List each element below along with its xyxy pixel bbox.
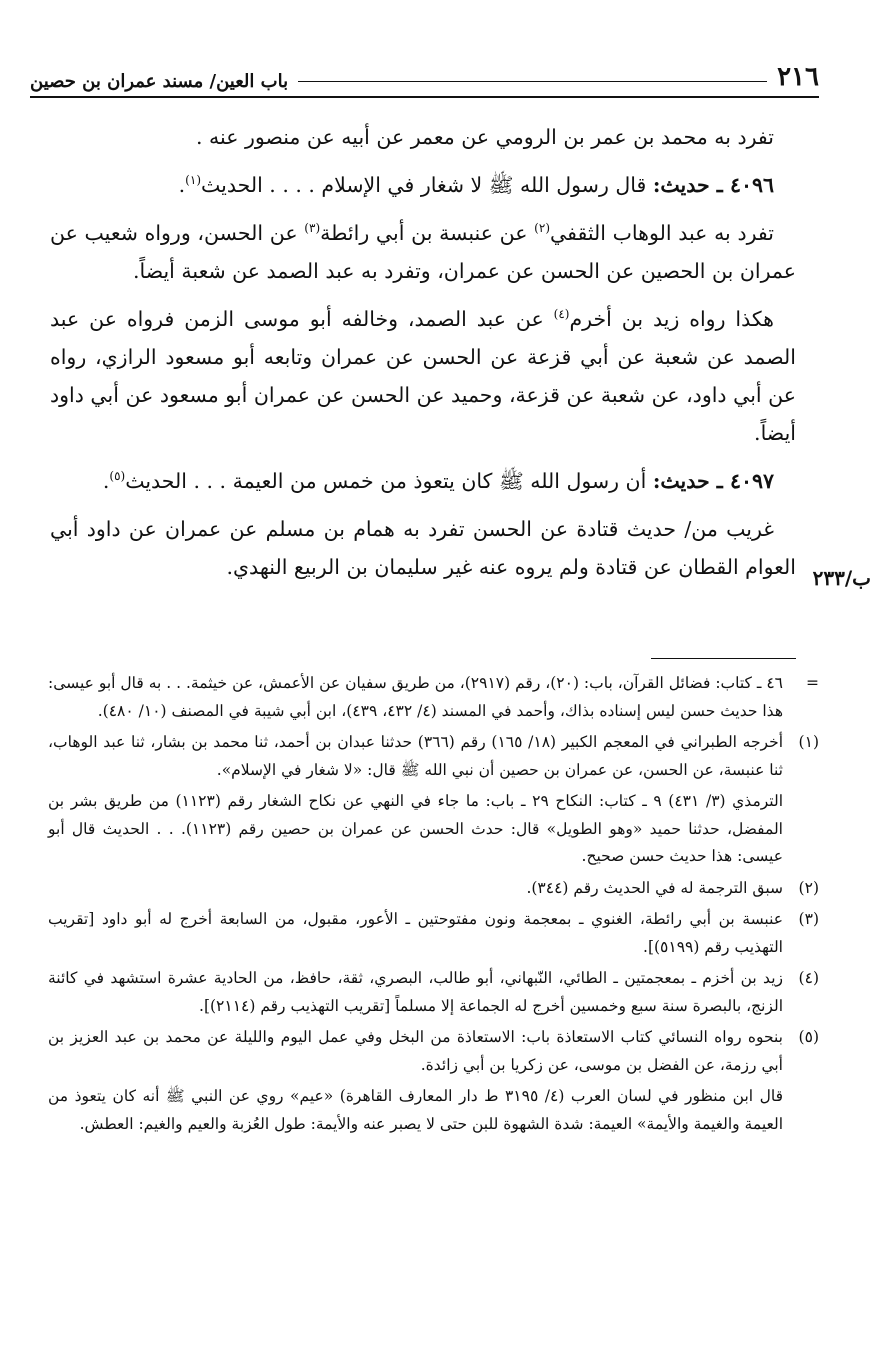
footnote-ref: (٤) [553,307,570,322]
footnote-item [48,729,819,784]
running-title: باب العين/ مسند عمران بن حصين [30,71,289,92]
hadith-4096: ٤٠٩٦ ـ حديث: قال رسول الله ﷺ لا شغار في الإسلام . . . . الحديث$^{(١)}$. [178,173,774,197]
text-segment: عن عنبسة بن أبي رائطة [320,221,528,245]
footnote-marker: (٣) [798,910,819,928]
footnote-item [48,965,819,1020]
header-rule [298,81,767,82]
text-segment: هكذا رواه زيد بن أخرم [569,307,774,331]
footnote-marker: (١) [798,733,819,751]
hadith-text: أن رسول الله ﷺ كان يتعوذ من خمس من العيمة . . . الحديث [125,469,647,493]
hadith-number: ٤٠٩٧ ـ حديث: [652,469,774,493]
footnote-marker: = [806,674,819,692]
folio-margin-note: ب/٢٣٣ [812,566,871,590]
text-segment: عن الحسن، ورواه شعيب عن عمران بن الحصين عن الحسن عن عمران، وتفرد به عبد الصمد عن شعبة أيضاً. [50,221,796,283]
footnote-ref: (٢) [534,221,550,236]
footnote-marker: (٢) [798,878,819,897]
footnote-item [48,788,819,871]
hadith-number: ٤٠٩٦ ـ حديث: [652,173,774,197]
footnote-text: الترمذي (٣/ ٤٣١) ٩ ـ كتاب: النكاح ٢٩ ـ باب: ما جاء في النهي عن نكاح الشغار رقم (١١٢٣) من طريق بشر بن المفضل، حدثنا حميد «وهو الطويل» قال: حدث الحسن عن عمران بن حصين رقم (١١٢٣). . . الحديث قال أبو عيسى: هذا حديث حسن صحيح. [48,792,784,865]
footnote-ref: (١) [185,173,201,188]
footnote-marker [783,788,819,871]
footnote-text: سبق الترجمة له في الحديث رقم (٣٤٤). [526,878,783,897]
hadith-text: قال رسول الله ﷺ لا شغار في الإسلام . . . . الحديث [201,173,647,197]
footnote-text: بنحوه رواه النسائي كتاب الاستعاذة باب: الاستعاذة من البخل وفي عمل اليوم والليلة عن محمد بن عبد العزيز بن أبي رزمة، عن الفضل بن موسى، عن زكريا بن أبي زائدة. [48,1028,783,1074]
footnote-text: ٤٦ ـ كتاب: فضائل القرآن، باب: (٢٠)، رقم (٢٩١٧)، من طريق سفيان عن الأعمش، عن خيثمة. . . به قال أبو عيسى: هذا حديث حسن ليس إسناده بذاك، وأحمد في المسند (٤/ ٤٣٢، ٤٣٩)، ابن أبي شيبة في المصنف (١٠/ ٤٨٠). [48,674,783,720]
footnote-item [48,875,819,903]
footnote-separator [651,658,796,659]
text-segment: تفرد به عبد الوهاب الثقفي [550,221,774,245]
page-number: ٢١٦ [777,62,819,92]
footnote-marker: (٥) [798,1028,819,1046]
paragraph-1-text: تفرد به محمد بن عمر بن الرومي عن معمر عن أبيه عن منصور عنه . [196,125,774,149]
paragraph-6 [50,510,796,586]
page-header [30,52,819,98]
footnote-item [48,670,819,725]
footnote-text: قال ابن منظور في لسان العرب (٤/ ٣١٩٥ ط دار المعارف القاهرة) «عيم» روي عن النبي ﷺ أنه كان يتعوذ من العيمة والغيمة والأيمة» العيمة: شدة الشهوة للبن حتى لا يصبر عنه والأيمة: طول العُزبة والعيم والغيم: العطش. [48,1087,783,1133]
hadith-4097: ٤٠٩٧ ـ حديث: أن رسول الله ﷺ كان يتعوذ من خمس من العيمة . . . الحديث$^{(٥)}$. [102,469,774,493]
footnote-text: أخرجه الطبراني في المعجم الكبير (١٨/ ١٦٥) رقم (٣٦٦) حدثنا عبدان بن أحمد، ثنا محمد بن بشار، ثنا عبد الوهاب، ثنا عنبسة، عن الحسن، عن عمران بن حصين أن نبي الله ﷺ قال: «لا شغار في الإسلام». [48,733,783,779]
paragraph-4 [50,300,796,452]
main-text [50,118,796,596]
paragraph-1 [50,118,796,156]
text-segment: عن عبد الصمد، وخالفه أبو موسى الزمن فرواه عن عبد الصمد عن شعبة عن أبي قزعة عن الحسن عن عمران وتابعه أبو مسعود الرازي، رواه عن أبي داود، عن شعبة عن قزعة، وحميد عن الحسن عن عمران أبو مسعود عن أبي داود أيضاً. [50,307,796,445]
footnote-item [48,906,819,961]
footnote-ref: (٥) [109,469,126,484]
footnote-text: زيد بن أخزم ـ بمعجمتين ـ الطائي، النّبهاني، أبو طالب، البصري، ثقة، حافظ، من الحادية عشرة استشهد في كائنة الزنج، بالبصرة سنة سبع وخمسين أخرج له الجماعة إلا مسلماً [تقريب التهذيب رقم (٢١١٤)]. [48,969,783,1015]
footnote-item [48,1083,819,1138]
paragraph-6-text: غريب من/ حديث قتادة عن الحسن تفرد به همام بن مسلم عن عمران عن داود أبي العوام القطان عن قتادة ولم يروه عنه غير سليمان بن الربيع النهدي. [50,517,796,579]
footnote-item [48,1024,819,1079]
footnote-text: عنبسة بن أبي رائطة، الغنوي ـ بمعجمة ونون مفتوحتين ـ الأعور، مقبول، من السابعة أخرج له أبو داود [تقريب التهذيب رقم (٥١٩٩)]. [48,910,783,956]
paragraph-3 [50,214,796,290]
footnote-marker [783,1083,819,1138]
footnote-ref: (٣) [304,221,321,236]
footnote-marker: (٤) [798,969,819,987]
footnotes [48,670,819,1142]
